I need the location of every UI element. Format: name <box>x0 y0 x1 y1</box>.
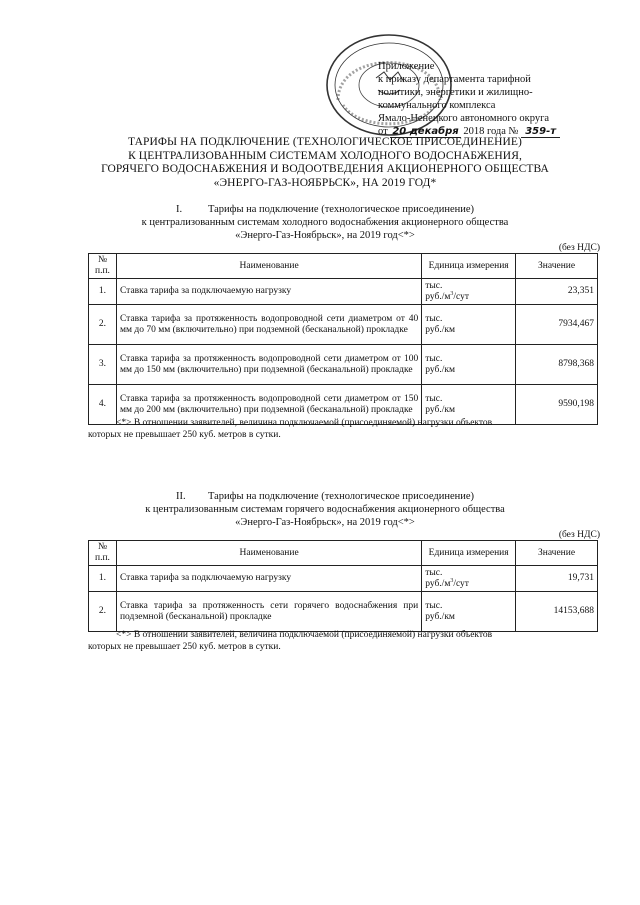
appendix-line: политики, энергетики и жилищно- <box>378 87 533 98</box>
col-header-name: Наименование <box>116 541 421 566</box>
table-row: 2. Ставка тарифа за протяженность водопроводной сети диаметром от 40 мм до 70 мм (включительно) при подземной (бесканальной) прокладке тыс. руб./км 7934,467 <box>89 305 598 345</box>
footnote-2: <*> В отношении заявителей, величина подключаемой (присоединяемой) нагрузки объектов которых не превышает 250 куб. метров в сутки. <box>88 630 493 652</box>
col-header-value: Значение <box>516 541 598 566</box>
col-header-value: Значение <box>516 254 598 279</box>
col-header-name: Наименование <box>116 254 421 279</box>
col-header-num: № п.п. <box>89 541 117 566</box>
table-row: 2. Ставка тарифа за протяженность сети горячего водоснабжения при подземной (бесканальной) прокладке тыс. руб./км 14153,688 <box>89 592 598 632</box>
table-row: 1. Ставка тарифа за подключаемую нагрузку тыс. $руб./м^3$/сут 19,731 <box>89 566 598 592</box>
table-header-row <box>89 254 598 279</box>
col-header-unit: Единица измерения <box>422 541 516 566</box>
tariff-table-hot-water <box>88 540 598 632</box>
table-row: 3. Ставка тарифа за протяженность водопроводной сети диаметром от 100 мм до 150 мм (включительно) при подземной (бесканальной) прокладке тыс. руб./км 8798,368 <box>89 345 598 385</box>
section-1-heading: I. Тарифы на подключение (технологическое присоединение) к централизованным системам холодного водоснабжения акционерного общества «Энерго-Газ-Ноябрьск», на 2019 год<*> <box>141 204 509 241</box>
table-row: 1. Ставка тарифа за подключаемую нагрузку тыс. $руб./м^3$/сут 23,351 <box>89 279 598 305</box>
appendix-date-line: от 20 декабря 2018 года № 359-т <box>378 125 598 138</box>
handwritten-date: 20 декабря <box>392 126 459 137</box>
appendix-block <box>378 60 598 138</box>
table-header-row <box>89 541 598 566</box>
appendix-line: коммунального комплекса <box>378 100 496 111</box>
appendix-line: Приложение <box>378 61 435 72</box>
table-row: 4. Ставка тарифа за протяженность водопроводной сети диаметром от 150 мм до 200 мм (включительно) при подземной (бесканальной) прокладке тыс. руб./км 9590,198 <box>89 385 598 425</box>
vat-note: (без НДС) <box>558 243 600 253</box>
col-header-num: № п.п. <box>89 254 117 279</box>
tariff-table-cold-water <box>88 253 598 425</box>
handwritten-number: 359-т <box>521 126 560 138</box>
document-title: ТАРИФЫ НА ПОДКЛЮЧЕНИЕ (ТЕХНОЛОГИЧЕСКОЕ ПРИСОЕДИНЕНИЕ) К ЦЕНТРАЛИЗОВАННЫМ СИСТЕМАМ ХОЛОДНОГО ВОДОСНАБЖЕНИЯ, ГОРЯЧЕГО ВОДОСНАБЖЕНИЯ И ВОДООТВЕДЕНИЯ АКЦИОНЕРНОГО ОБЩЕСТВА «ЭНЕРГО-ГАЗ-НОЯБРЬСК», НА 2019 ГОД* <box>101 136 549 189</box>
footnote-1: <*> В отношении заявителей, величина подключаемой (присоединяемой) нагрузки объектов которых не превышает 250 куб. метров в сутки. <box>88 418 493 440</box>
vat-note: (без НДС) <box>558 530 600 540</box>
col-header-unit: Единица измерения <box>422 254 516 279</box>
section-2-heading: II. Тарифы на подключение (технологическое присоединение) к централизованным системам горячего водоснабжения акционерного общества «Энерго-Газ-Ноябрьск», на 2019 год<*> <box>145 491 505 528</box>
appendix-line: Ямало-Ненецкого автономного округа <box>378 113 550 124</box>
appendix-line: к приказу департамента тарифной <box>378 74 531 85</box>
